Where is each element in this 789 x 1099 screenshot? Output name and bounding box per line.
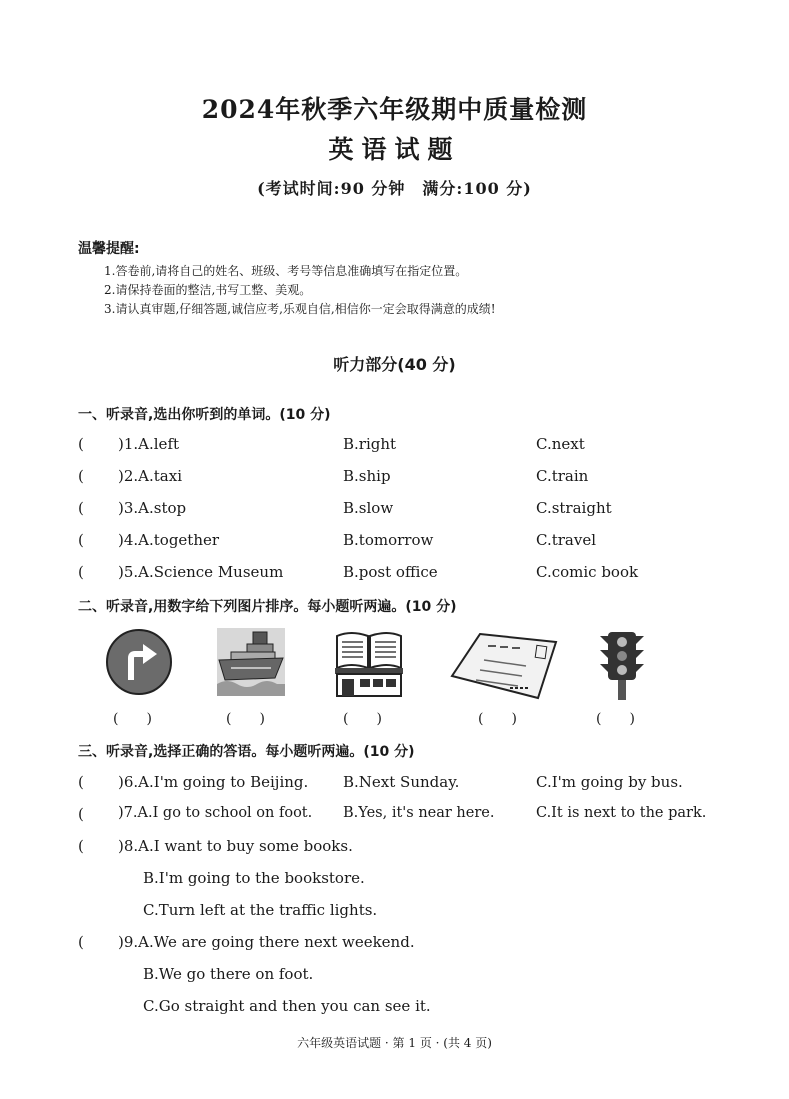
- option-c: C.travel: [536, 531, 596, 549]
- ship-icon: [217, 628, 285, 696]
- option-c: C.train: [536, 467, 589, 485]
- option-b: B.I'm going to the bookstore.: [143, 869, 365, 887]
- traffic-lights-icon: [598, 630, 646, 700]
- option-b: B.post office: [343, 563, 438, 581]
- exam-info: (考试时间:90 分钟 满分:100 分): [257, 179, 532, 198]
- part3-heading: 三、听录音,选择正确的答语。每小题听两遍。(10 分): [78, 744, 415, 760]
- answer-paren[interactable]: (: [78, 933, 84, 951]
- tip-item: 3.请认真审题,仔细答题,诚信应考,乐观自信,相信你一定会取得满意的成绩!: [104, 302, 496, 316]
- part1-heading: 一、听录音,选出你听到的单词。(10 分): [78, 407, 331, 423]
- picture-answer-blank[interactable]: ( ): [478, 711, 517, 727]
- option-c: C.I'm going by bus.: [536, 773, 683, 791]
- option-b: B.Yes, it's near here.: [343, 805, 495, 821]
- option-a: )1.A.left: [118, 435, 180, 453]
- answer-paren[interactable]: (: [78, 837, 84, 855]
- option-c: C.next: [536, 435, 585, 453]
- answer-paren[interactable]: (: [78, 435, 84, 453]
- option-b: B.slow: [343, 499, 394, 517]
- option-b: B.We go there on foot.: [143, 965, 314, 983]
- exam-subtitle: 英语试题: [328, 135, 461, 164]
- answer-paren[interactable]: (: [78, 467, 84, 485]
- option-b: B.ship: [343, 467, 391, 485]
- option-a: )7.A.I go to school on foot.: [118, 805, 313, 821]
- picture-answer-blank[interactable]: ( ): [226, 711, 265, 727]
- answer-paren[interactable]: (: [78, 563, 84, 581]
- option-a: )9.A.We are going there next weekend.: [118, 933, 415, 951]
- picture-answer-blank[interactable]: ( ): [113, 711, 152, 727]
- part2-heading: 二、听录音,用数字给下列图片排序。每小题听两遍。(10 分): [78, 599, 457, 615]
- answer-paren[interactable]: (: [78, 499, 84, 517]
- option-c: C.Turn left at the traffic lights.: [143, 901, 378, 919]
- option-c: C.Go straight and then you can see it.: [143, 997, 431, 1015]
- option-c: C.comic book: [536, 563, 639, 581]
- exam-title: 2024年秋季六年级期中质量检测: [201, 95, 588, 124]
- tip-item: 2.请保持卷面的整洁,书写工整、美观。: [104, 283, 312, 297]
- option-c: C.It is next to the park.: [536, 805, 707, 821]
- tip-item: 1.答卷前,请将自己的姓名、班级、考号等信息准确填写在指定位置。: [104, 264, 468, 278]
- option-a: )3.A.stop: [118, 499, 187, 517]
- option-a: )4.A.together: [118, 531, 220, 549]
- option-b: B.right: [343, 435, 397, 453]
- answer-paren[interactable]: (: [78, 805, 84, 823]
- page-footer: 六年级英语试题 · 第 1 页 · (共 4 页): [297, 1036, 492, 1050]
- turn-right-sign-icon: [105, 628, 173, 696]
- option-a: )8.A.I want to buy some books.: [118, 837, 353, 855]
- postcard-icon: [450, 630, 558, 700]
- option-a: )5.A.Science Museum: [118, 563, 284, 581]
- tips-heading: 温馨提醒:: [78, 241, 140, 257]
- option-a: )6.A.I'm going to Beijing.: [118, 773, 309, 791]
- option-c: C.straight: [536, 499, 612, 517]
- answer-paren[interactable]: (: [78, 773, 84, 791]
- picture-answer-blank[interactable]: ( ): [596, 711, 635, 727]
- option-a: )2.A.taxi: [118, 467, 182, 485]
- option-b: B.Next Sunday.: [343, 773, 460, 791]
- picture-answer-blank[interactable]: ( ): [343, 711, 382, 727]
- answer-paren[interactable]: (: [78, 531, 84, 549]
- option-b: B.tomorrow: [343, 531, 434, 549]
- bookstore-icon: [333, 628, 405, 698]
- listening-section-title: 听力部分(40 分): [333, 355, 456, 374]
